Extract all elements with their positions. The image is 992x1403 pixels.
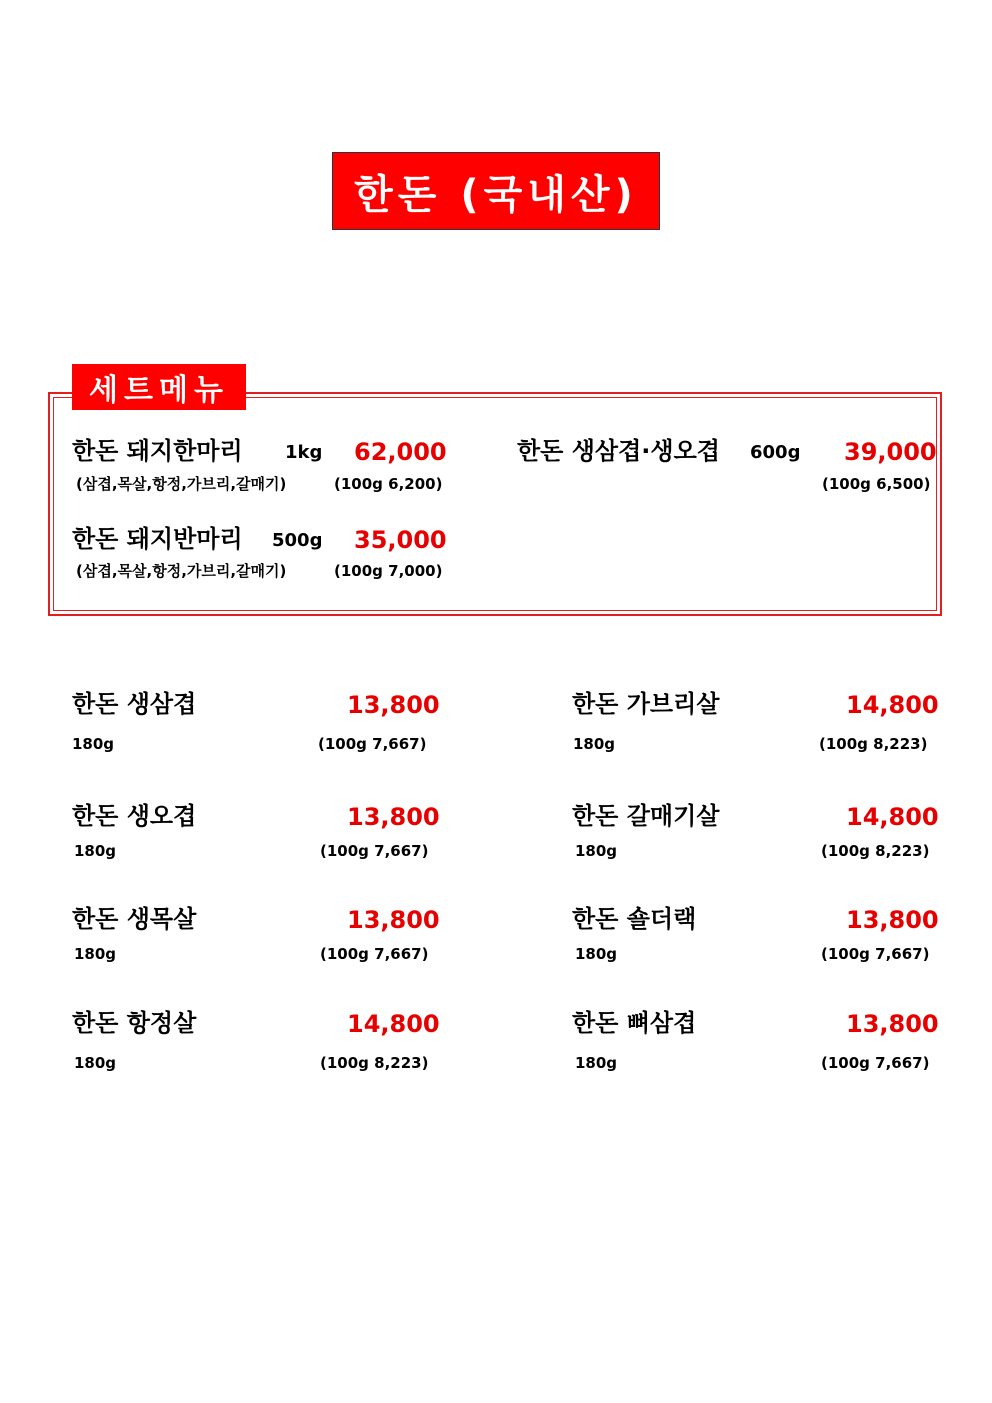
set-item-unit-price: (100g 6,500) <box>822 475 931 493</box>
set-menu-frame <box>48 392 942 616</box>
menu-item-weight: 180g <box>72 735 115 753</box>
menu-item-price: 13,800 <box>347 906 440 934</box>
menu-item-weight: 180g <box>74 842 117 860</box>
menu-item-weight: 180g <box>74 1054 117 1072</box>
menu-item-name: 한돈 항정살 <box>72 1009 197 1037</box>
set-item-name: 한돈 돼지반마리 <box>72 525 243 553</box>
menu-item-weight: 180g <box>575 945 618 963</box>
menu-item-price: 13,800 <box>347 691 440 719</box>
set-item-desc: (삼겹,목살,항정,가브리,갈매기) <box>76 562 287 580</box>
menu-item-name: 한돈 생오겹 <box>72 802 197 830</box>
menu-item-name: 한돈 뼈삼겹 <box>572 1009 697 1037</box>
set-menu-label: 세트메뉴 <box>89 373 229 408</box>
set-item-weight: 600g <box>750 442 801 463</box>
set-item-desc: (삼겹,목살,항정,가브리,갈매기) <box>76 475 287 493</box>
set-menu-label-box <box>72 364 246 410</box>
menu-item-name: 한돈 가브리살 <box>572 690 720 718</box>
menu-item-weight: 180g <box>575 1054 618 1072</box>
menu-item-name: 한돈 숄더랙 <box>572 905 697 933</box>
set-item-name: 한돈 돼지한마리 <box>72 437 243 465</box>
menu-item-unit-price: (100g 7,667) <box>318 735 427 753</box>
menu-item-unit-price: (100g 8,223) <box>320 1054 429 1072</box>
set-item-price: 39,000 <box>844 438 937 466</box>
set-item-price: 35,000 <box>354 526 447 554</box>
menu-item-unit-price: (100g 7,667) <box>320 945 429 963</box>
menu-item-price: 13,800 <box>347 803 440 831</box>
set-item-name: 한돈 생삼겹·생오겹 <box>517 437 720 465</box>
menu-item-price: 13,800 <box>846 906 939 934</box>
menu-item-name: 한돈 생삼겹 <box>72 690 197 718</box>
menu-item-price: 14,800 <box>846 691 939 719</box>
menu-item-weight: 180g <box>573 735 616 753</box>
set-item-unit-price: (100g 6,200) <box>334 475 443 493</box>
menu-item-unit-price: (100g 7,667) <box>821 945 930 963</box>
menu-item-price: 13,800 <box>846 1010 939 1038</box>
page-title: 한돈 (국내산) <box>354 171 638 218</box>
menu-item-unit-price: (100g 7,667) <box>320 842 429 860</box>
menu-item-unit-price: (100g 8,223) <box>821 842 930 860</box>
menu-item-unit-price: (100g 8,223) <box>819 735 928 753</box>
menu-item-price: 14,800 <box>347 1010 440 1038</box>
menu-item-price: 14,800 <box>846 803 939 831</box>
menu-item-weight: 180g <box>575 842 618 860</box>
set-item-unit-price: (100g 7,000) <box>334 562 443 580</box>
set-item-price: 62,000 <box>354 438 447 466</box>
page-title-box <box>332 152 660 230</box>
menu-item-unit-price: (100g 7,667) <box>821 1054 930 1072</box>
set-item-weight: 500g <box>272 530 323 551</box>
menu-item-weight: 180g <box>74 945 117 963</box>
menu-item-name: 한돈 생목살 <box>72 905 197 933</box>
menu-item-name: 한돈 갈매기살 <box>572 802 720 830</box>
set-item-weight: 1kg <box>285 442 323 463</box>
